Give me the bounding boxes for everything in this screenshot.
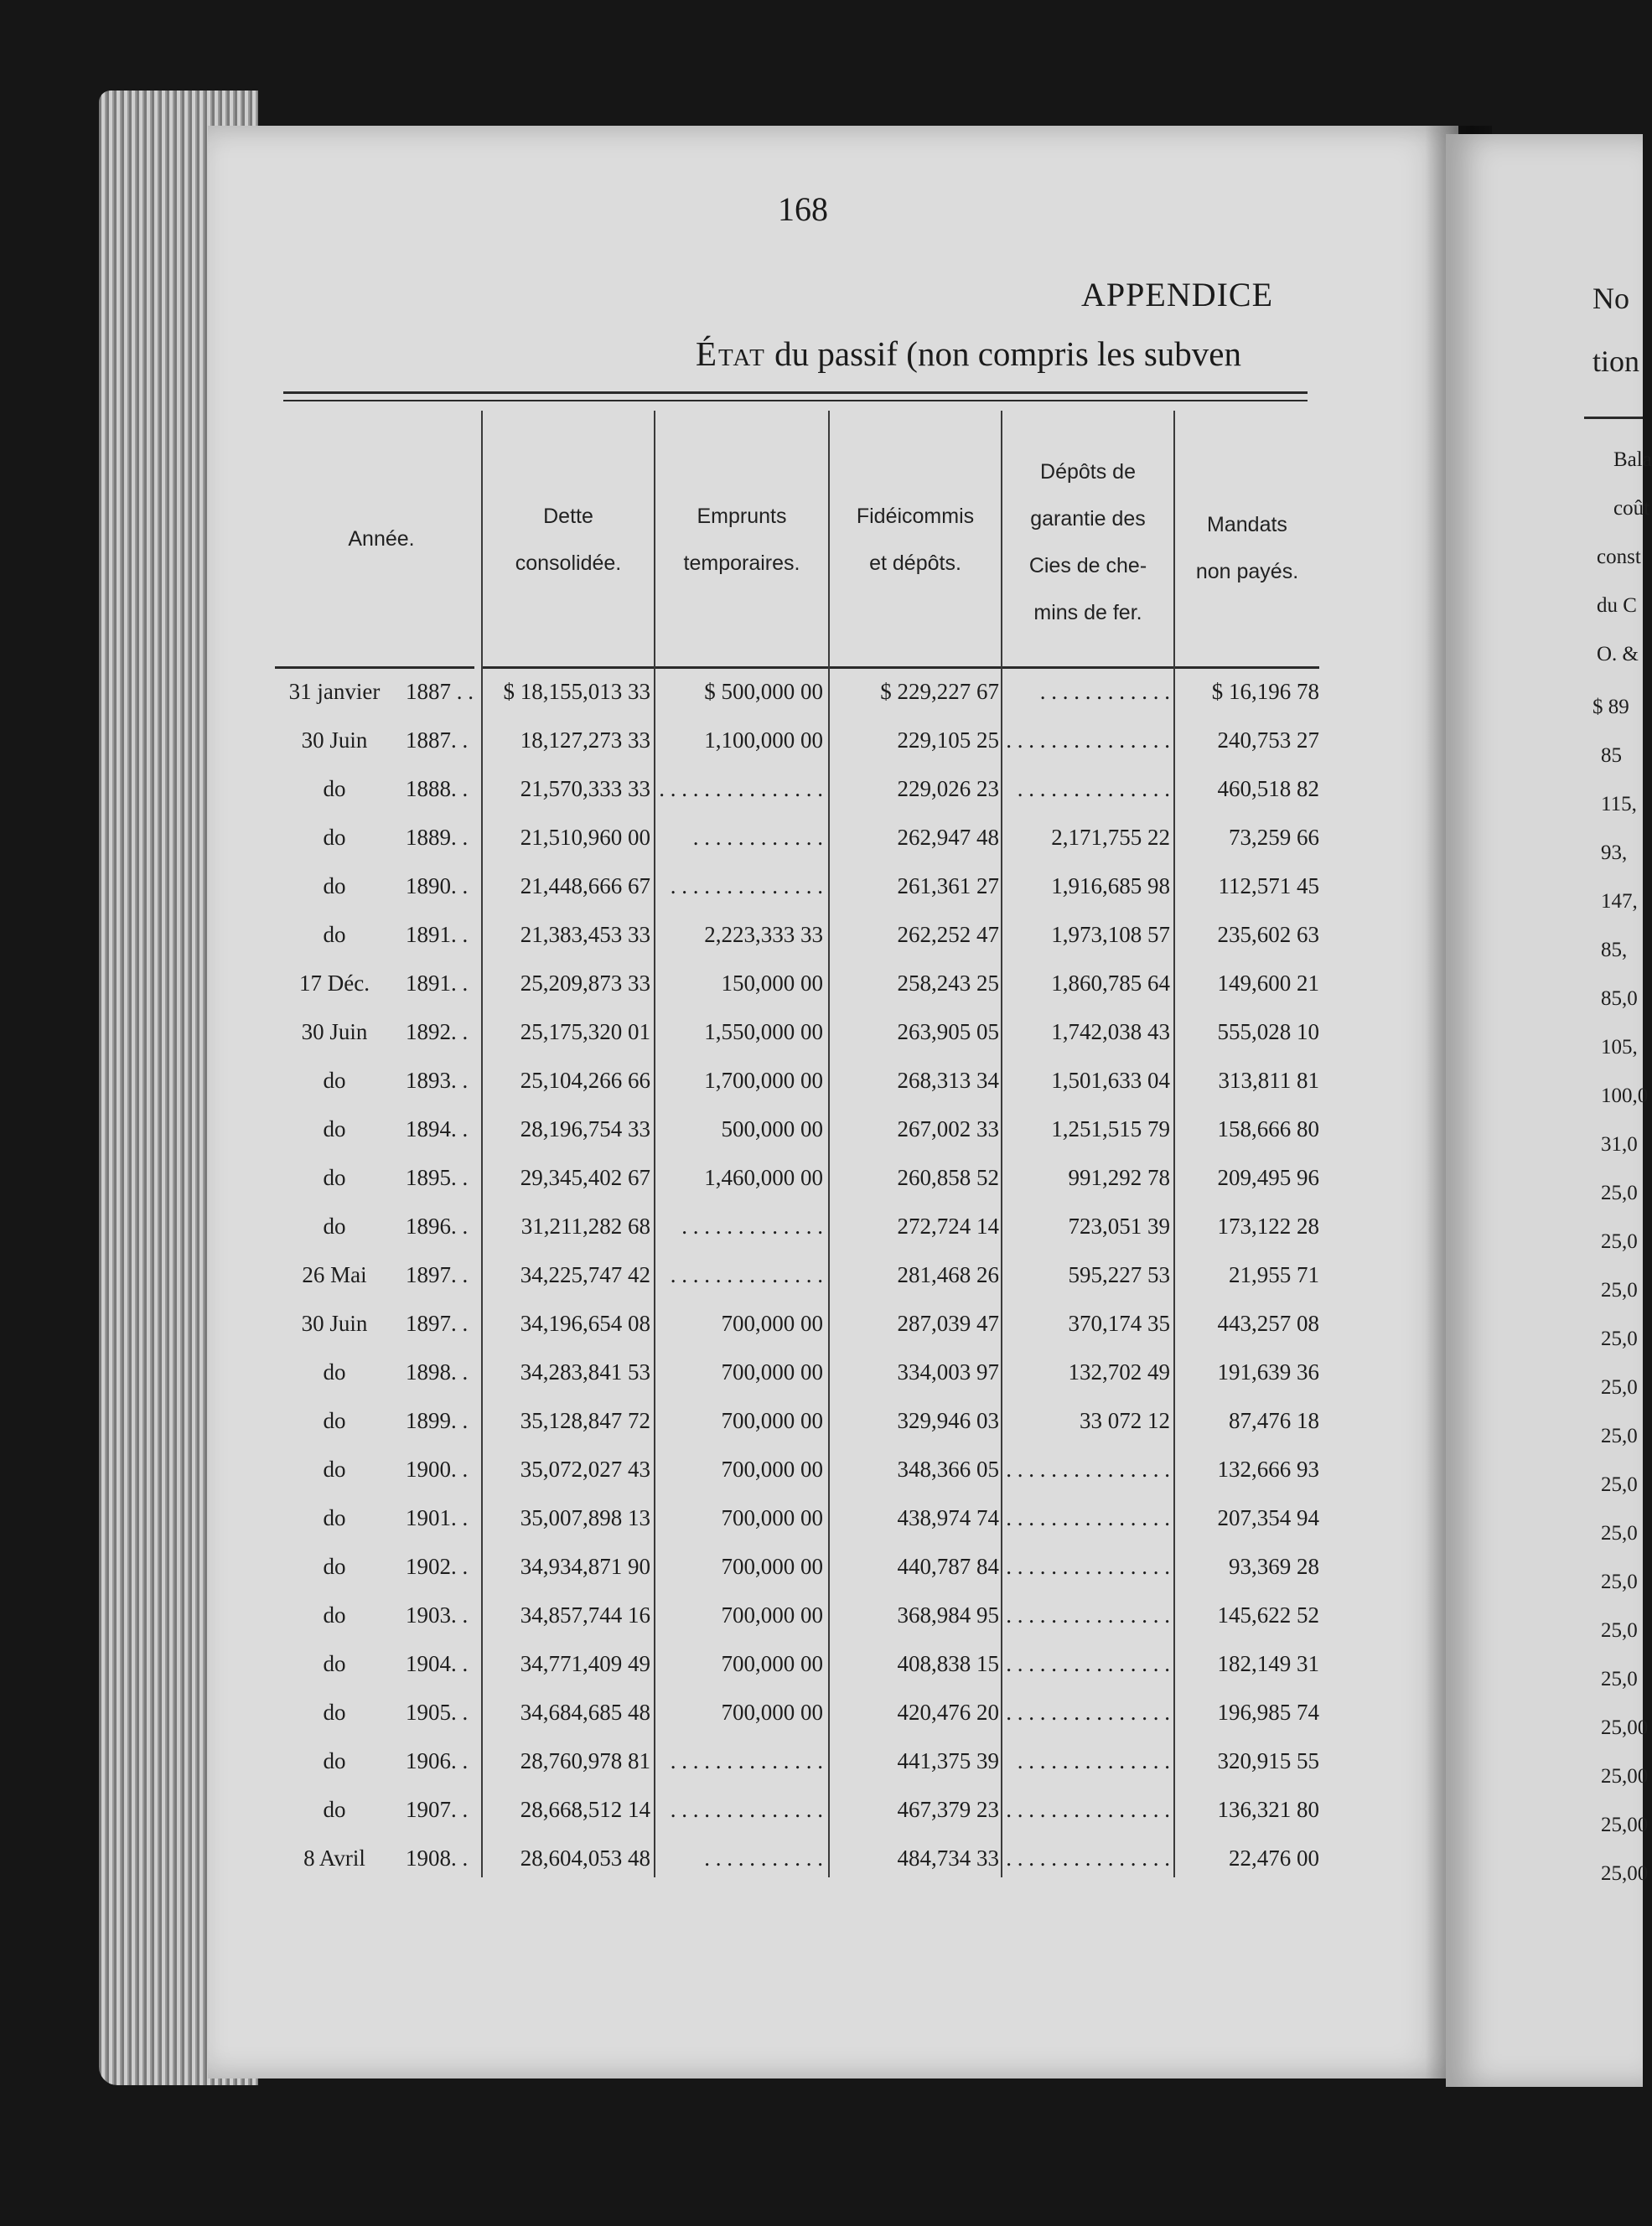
table-row <box>0 959 1643 1007</box>
cell-dette: 34,283,841 53 <box>520 1359 650 1385</box>
cell-emprunts: 700,000 00 <box>721 1505 823 1530</box>
right-page-value: 25,00 <box>1601 1814 1649 1836</box>
cell-fideicommis: 438,974 74 <box>897 1505 999 1530</box>
cell-dette: 25,175,320 01 <box>520 1019 650 1044</box>
row-date: do <box>323 1748 346 1773</box>
cell-mandats: $ 16,196 78 <box>1211 679 1319 704</box>
row-date: do <box>323 1214 346 1239</box>
table-title-smallcaps: État <box>696 334 766 373</box>
cell-dette: 34,196,654 08 <box>520 1311 650 1336</box>
cell-mandats: 132,666 93 <box>1217 1457 1319 1482</box>
row-year: 1903. . <box>406 1602 469 1628</box>
cell-fideicommis: 263,905 05 <box>897 1019 999 1044</box>
cell-dette: 21,383,453 33 <box>520 922 650 947</box>
row-year: 1890. . <box>406 873 469 898</box>
right-page-value: 85 <box>1601 744 1622 767</box>
row-year: 1891. . <box>406 922 469 947</box>
cell-emprunts: 700,000 00 <box>721 1554 823 1579</box>
cell-dette: 34,684,685 48 <box>520 1700 650 1725</box>
row-date: do <box>323 1554 346 1579</box>
row-date: do <box>323 776 346 801</box>
table-row <box>0 1007 1643 1056</box>
cell-mandats: 73,259 66 <box>1229 825 1319 850</box>
cell-fideicommis: 329,946 03 <box>897 1408 999 1433</box>
column-header-annee: Année. <box>348 527 415 551</box>
table-row <box>0 1639 1643 1688</box>
cell-emprunts: . . . . . . . . . . . . . . <box>670 1797 823 1822</box>
cell-depots: . . . . . . . . . . . . <box>1039 679 1170 704</box>
row-date: do <box>323 1359 346 1385</box>
cell-mandats: 196,985 74 <box>1217 1700 1319 1725</box>
table-row <box>0 1299 1643 1348</box>
table-row <box>0 716 1643 764</box>
cell-dette: $ 18,155,013 33 <box>503 679 650 704</box>
cell-emprunts: 700,000 00 <box>721 1359 823 1385</box>
row-year: 1895. . <box>406 1165 469 1190</box>
table-row <box>0 1445 1643 1493</box>
cell-emprunts: . . . . . . . . . . . . . <box>681 1214 823 1239</box>
row-year: 1897. . <box>406 1311 469 1336</box>
table-row <box>0 813 1643 862</box>
cell-emprunts: 700,000 00 <box>721 1700 823 1725</box>
right-page-heading: tion <box>1592 344 1640 378</box>
cell-depots: . . . . . . . . . . . . . . . <box>1006 1554 1170 1579</box>
cell-emprunts: 700,000 00 <box>721 1311 823 1336</box>
cell-mandats: 149,600 21 <box>1217 971 1319 996</box>
cell-fideicommis: 260,858 52 <box>897 1165 999 1190</box>
row-date: 8 Avril <box>303 1846 365 1871</box>
row-date: do <box>323 1797 346 1822</box>
right-page-value: $ 89 <box>1592 696 1629 718</box>
row-date: do <box>323 1165 346 1190</box>
cell-emprunts: 1,460,000 00 <box>704 1165 823 1190</box>
cell-depots: . . . . . . . . . . . . . . <box>1017 776 1170 801</box>
cell-mandats: 182,149 31 <box>1217 1651 1319 1676</box>
cell-emprunts: . . . . . . . . . . . . . . <box>670 873 823 898</box>
cell-dette: 34,934,871 90 <box>520 1554 650 1579</box>
row-year: 1908. . <box>406 1846 469 1871</box>
table-row <box>0 764 1643 813</box>
cell-fideicommis: $ 229,227 67 <box>880 679 999 704</box>
cell-depots: 1,916,685 98 <box>1051 873 1170 898</box>
right-page-value: 25,0 <box>1601 1182 1638 1204</box>
row-date: do <box>323 1602 346 1628</box>
cell-depots: . . . . . . . . . . . . . . . <box>1006 1602 1170 1628</box>
cell-mandats: 235,602 63 <box>1217 922 1319 947</box>
row-year: 1897. . <box>406 1262 469 1287</box>
cell-fideicommis: 348,366 05 <box>897 1457 999 1482</box>
cell-depots: 370,174 35 <box>1068 1311 1170 1336</box>
row-date: do <box>323 1457 346 1482</box>
table-title-text: du passif (non compris les subven <box>765 334 1241 373</box>
column-header-depots: Dépôts de garantie des Cies de che- mins de fer. <box>1028 460 1147 624</box>
table-row <box>0 1105 1643 1153</box>
cell-depots: 723,051 39 <box>1068 1214 1170 1239</box>
row-year: 1900. . <box>406 1457 469 1482</box>
cell-depots: 1,860,785 64 <box>1051 971 1170 996</box>
cell-dette: 35,128,847 72 <box>520 1408 650 1433</box>
cell-fideicommis: 441,375 39 <box>897 1748 999 1773</box>
row-date: 26 Mai <box>302 1262 367 1287</box>
right-page-value: 25,0 <box>1601 1473 1638 1496</box>
row-date: do <box>323 1408 346 1433</box>
table-row <box>0 1056 1643 1105</box>
row-date: do <box>323 1116 346 1141</box>
row-year: 1887. . <box>406 727 469 753</box>
table-row <box>0 1591 1643 1639</box>
row-date: do <box>323 1651 346 1676</box>
row-year: 1891. . <box>406 971 469 996</box>
right-page-heading: No <box>1592 282 1629 315</box>
cell-emprunts: . . . . . . . . . . . <box>704 1846 823 1871</box>
cell-mandats: 460,518 82 <box>1217 776 1319 801</box>
cell-dette: 29,345,402 67 <box>520 1165 650 1190</box>
row-year: 1902. . <box>406 1554 469 1579</box>
row-year: 1907. . <box>406 1797 469 1822</box>
table-row <box>0 1542 1643 1591</box>
cell-dette: 21,510,960 00 <box>520 825 650 850</box>
cell-mandats: 555,028 10 <box>1217 1019 1319 1044</box>
cell-mandats: 22,476 00 <box>1229 1846 1319 1871</box>
cell-fideicommis: 281,468 26 <box>897 1262 999 1287</box>
cell-fideicommis: 420,476 20 <box>897 1700 999 1725</box>
right-page-value: 25,00 <box>1601 1716 1649 1739</box>
cell-fideicommis: 229,105 25 <box>897 727 999 753</box>
right-page-value: 25,0 <box>1601 1668 1638 1690</box>
cell-emprunts: 700,000 00 <box>721 1602 823 1628</box>
cell-fideicommis: 440,787 84 <box>897 1554 999 1579</box>
cell-fideicommis: 287,039 47 <box>897 1311 999 1336</box>
cell-dette: 25,104,266 66 <box>520 1068 650 1093</box>
cell-mandats: 145,622 52 <box>1217 1602 1319 1628</box>
row-date: do <box>323 1505 346 1530</box>
right-page-header-line: const <box>1597 546 1641 568</box>
cell-depots: 1,251,515 79 <box>1051 1116 1170 1141</box>
cell-emprunts: $ 500,000 00 <box>704 679 823 704</box>
right-page-header-line: Bala <box>1613 448 1652 471</box>
column-header-mandats: Mandats non payés. <box>1195 513 1299 583</box>
right-page-value: 25,0 <box>1601 1328 1638 1350</box>
row-year: 1898. . <box>406 1359 469 1385</box>
row-year: 1893. . <box>406 1068 469 1093</box>
right-page-value: 25,00 <box>1601 1862 1649 1885</box>
cell-emprunts: 1,100,000 00 <box>704 727 823 753</box>
cell-emprunts: . . . . . . . . . . . . <box>692 825 823 850</box>
cell-fideicommis: 272,724 14 <box>897 1214 999 1239</box>
right-page-value: 25,0 <box>1601 1571 1638 1593</box>
cell-depots: . . . . . . . . . . . . . . . <box>1006 1797 1170 1822</box>
right-page-value: 31,0 <box>1601 1133 1638 1156</box>
cell-depots: . . . . . . . . . . . . . . . <box>1006 1846 1170 1871</box>
cell-depots: . . . . . . . . . . . . . . <box>1017 1748 1170 1773</box>
table-row <box>0 1688 1643 1737</box>
cell-mandats: 158,666 80 <box>1217 1116 1319 1141</box>
cell-emprunts: 700,000 00 <box>721 1408 823 1433</box>
cell-depots: 991,292 78 <box>1068 1165 1170 1190</box>
row-date: 30 Juin <box>301 1019 368 1044</box>
cell-depots: 33 072 12 <box>1080 1408 1170 1433</box>
cell-mandats: 112,571 45 <box>1218 873 1319 898</box>
cell-depots: 1,973,108 57 <box>1051 922 1170 947</box>
cell-emprunts: . . . . . . . . . . . . . . <box>670 1262 823 1287</box>
cell-dette: 34,857,744 16 <box>520 1602 650 1628</box>
column-header-dette: Dette consolidée. <box>515 505 622 575</box>
row-year: 1905. . <box>406 1700 469 1725</box>
cell-mandats: 191,639 36 <box>1217 1359 1319 1385</box>
right-page-value: 25,0 <box>1601 1425 1638 1447</box>
cell-dette: 28,196,754 33 <box>520 1116 650 1141</box>
cell-emprunts: 700,000 00 <box>721 1457 823 1482</box>
cell-depots: . . . . . . . . . . . . . . . <box>1006 1700 1170 1725</box>
cell-mandats: 207,354 94 <box>1217 1505 1319 1530</box>
row-date: 17 Déc. <box>299 971 370 996</box>
row-year: 1894. . <box>406 1116 469 1141</box>
table-row <box>0 1737 1643 1785</box>
cell-depots: 2,171,755 22 <box>1051 825 1170 850</box>
row-year: 1901. . <box>406 1505 469 1530</box>
right-page-value: 100,0 <box>1601 1085 1649 1107</box>
cell-emprunts: 500,000 00 <box>721 1116 823 1141</box>
cell-fideicommis: 368,984 95 <box>897 1602 999 1628</box>
cell-dette: 34,771,409 49 <box>520 1651 650 1676</box>
row-year: 1896. . <box>406 1214 469 1239</box>
row-year: 1889. . <box>406 825 469 850</box>
cell-dette: 25,209,873 33 <box>520 971 650 996</box>
cell-fideicommis: 262,252 47 <box>897 922 999 947</box>
cell-depots: . . . . . . . . . . . . . . . <box>1006 1457 1170 1482</box>
right-page-rule <box>1584 417 1643 419</box>
cell-fideicommis: 268,313 34 <box>897 1068 999 1093</box>
table-row <box>0 1153 1643 1202</box>
row-year: 1888. . <box>406 776 469 801</box>
cell-fideicommis: 229,026 23 <box>897 776 999 801</box>
table-row <box>0 1834 1643 1882</box>
cell-dette: 28,668,512 14 <box>520 1797 650 1822</box>
right-page-value: 25,0 <box>1601 1522 1638 1545</box>
table-row <box>0 1250 1643 1299</box>
right-page-value: 25,0 <box>1601 1619 1638 1642</box>
right-page-value: 25,00 <box>1601 1765 1649 1788</box>
cell-mandats: 87,476 18 <box>1229 1408 1319 1433</box>
cell-emprunts: 700,000 00 <box>721 1651 823 1676</box>
cell-depots: 1,742,038 43 <box>1051 1019 1170 1044</box>
cell-depots: 132,702 49 <box>1068 1359 1170 1385</box>
table-row <box>0 1493 1643 1542</box>
cell-fideicommis: 334,003 97 <box>897 1359 999 1385</box>
table-row <box>0 1202 1643 1250</box>
cell-mandats: 313,811 81 <box>1218 1068 1319 1093</box>
cell-fideicommis: 262,947 48 <box>897 825 999 850</box>
cell-fideicommis: 261,361 27 <box>897 873 999 898</box>
table-row <box>0 862 1643 910</box>
cell-depots: . . . . . . . . . . . . . . . <box>1006 727 1170 753</box>
column-header-emprunts: Emprunts temporaires. <box>683 505 800 575</box>
row-date: do <box>323 1700 346 1725</box>
cell-fideicommis: 408,838 15 <box>897 1651 999 1676</box>
table-row <box>0 1785 1643 1834</box>
row-date: do <box>323 825 346 850</box>
cell-depots: 595,227 53 <box>1068 1262 1170 1287</box>
cell-fideicommis: 258,243 25 <box>897 971 999 996</box>
cell-emprunts: . . . . . . . . . . . . . . <box>670 1748 823 1773</box>
cell-depots: . . . . . . . . . . . . . . . <box>1006 1651 1170 1676</box>
cell-dette: 35,072,027 43 <box>520 1457 650 1482</box>
right-page-value: 85,0 <box>1601 987 1638 1010</box>
right-page-value: 25,0 <box>1601 1279 1638 1302</box>
table-title <box>696 334 1241 374</box>
cell-dette: 35,007,898 13 <box>520 1505 650 1530</box>
cell-emprunts: 150,000 00 <box>721 971 823 996</box>
cell-emprunts: 2,223,333 33 <box>704 922 823 947</box>
cell-emprunts: 1,700,000 00 <box>704 1068 823 1093</box>
row-year: 1899. . <box>406 1408 469 1433</box>
cell-mandats: 173,122 28 <box>1217 1214 1319 1239</box>
table-row <box>0 1348 1643 1396</box>
cell-dette: 28,604,053 48 <box>520 1846 650 1871</box>
title-rule-thick <box>283 391 1308 394</box>
table-row <box>0 910 1643 959</box>
right-page-value: 147, <box>1601 890 1638 913</box>
right-page-value: 25,0 <box>1601 1376 1638 1399</box>
cell-mandats: 21,955 71 <box>1229 1262 1319 1287</box>
cell-mandats: 209,495 96 <box>1217 1165 1319 1190</box>
right-page-value: 25,0 <box>1601 1230 1638 1253</box>
cell-emprunts: . . . . . . . . . . . . . . . <box>659 776 823 801</box>
right-page-header-line: coût <box>1613 497 1650 520</box>
row-date: 30 Juin <box>301 727 368 753</box>
cell-dette: 21,448,666 67 <box>520 873 650 898</box>
right-page-header-line: O. & <box>1597 643 1639 665</box>
cell-fideicommis: 467,379 23 <box>897 1797 999 1822</box>
cell-mandats: 320,915 55 <box>1217 1748 1319 1773</box>
cell-mandats: 136,321 80 <box>1217 1797 1319 1822</box>
row-date: do <box>323 922 346 947</box>
right-page-header-line: du C <box>1597 594 1637 617</box>
running-head: APPENDICE <box>1081 276 1274 313</box>
cell-dette: 34,225,747 42 <box>520 1262 650 1287</box>
cell-emprunts: 1,550,000 00 <box>704 1019 823 1044</box>
cell-mandats: 240,753 27 <box>1217 727 1319 753</box>
row-date: 31 janvier <box>288 679 381 704</box>
cell-depots: . . . . . . . . . . . . . . . <box>1006 1505 1170 1530</box>
row-year: 1892. . <box>406 1019 469 1044</box>
column-header-fideicommis: Fidéicommis et dépôts. <box>856 505 975 575</box>
cell-depots: 1,501,633 04 <box>1051 1068 1170 1093</box>
cell-fideicommis: 267,002 33 <box>897 1116 999 1141</box>
cell-dette: 31,211,282 68 <box>520 1214 650 1239</box>
cell-mandats: 93,369 28 <box>1229 1554 1319 1579</box>
cell-dette: 18,127,273 33 <box>520 727 650 753</box>
table-row <box>0 1396 1643 1445</box>
cell-dette: 21,570,333 33 <box>520 776 650 801</box>
row-date: do <box>323 873 346 898</box>
right-page-value: 85, <box>1601 939 1628 961</box>
right-page-value: 93, <box>1601 841 1628 864</box>
right-page-value: 105, <box>1601 1036 1638 1059</box>
row-date: do <box>323 1068 346 1093</box>
cell-fideicommis: 484,734 33 <box>897 1846 999 1871</box>
right-page-value: 115, <box>1601 793 1637 815</box>
table-row <box>0 667 1643 716</box>
row-year: 1887 . . <box>406 679 474 704</box>
title-rule-thin <box>283 400 1308 401</box>
cell-dette: 28,760,978 81 <box>520 1748 650 1773</box>
row-date: 30 Juin <box>301 1311 368 1336</box>
row-year: 1906. . <box>406 1748 469 1773</box>
page-number: 168 <box>778 190 828 228</box>
row-year: 1904. . <box>406 1651 469 1676</box>
cell-mandats: 443,257 08 <box>1217 1311 1319 1336</box>
